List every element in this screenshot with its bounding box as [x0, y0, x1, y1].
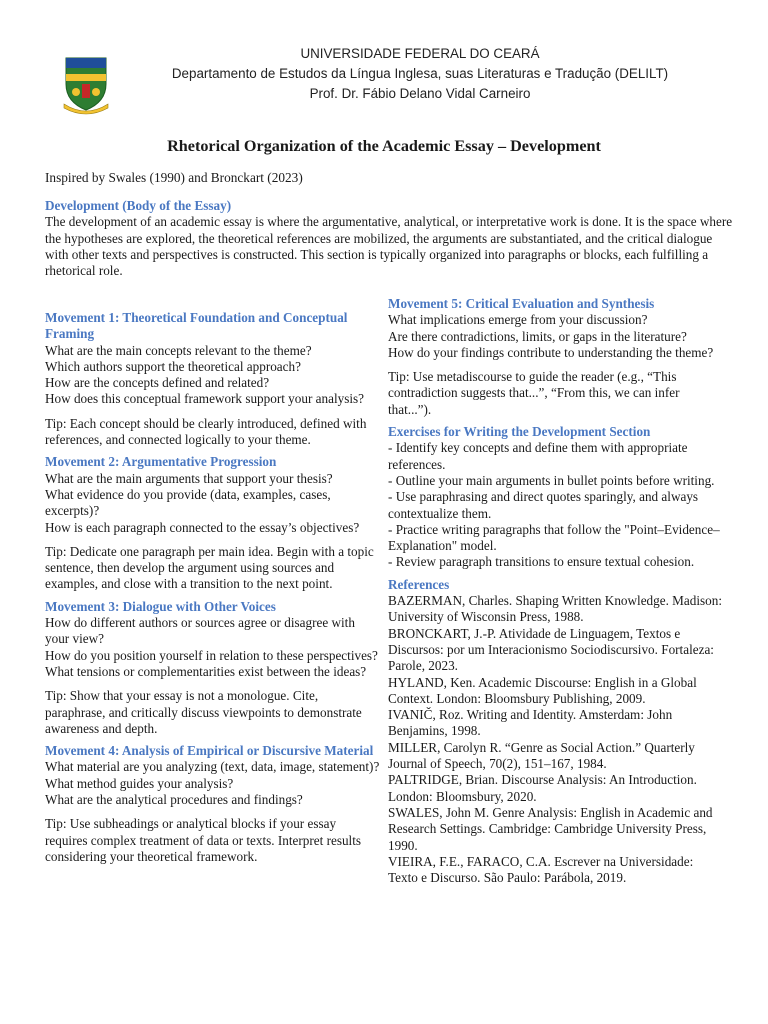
question: How is each paragraph connected to the essay’s objectives? [45, 519, 360, 535]
exercises-section [388, 424, 723, 571]
reference-item: BAZERMAN, Charles. Shaping Written Knowledge. Madison: University of Wisconsin Press, 1988. [388, 593, 723, 625]
professor-name: Prof. Dr. Fábio Delano Vidal Carneiro [309, 86, 531, 101]
movement-1 [45, 310, 381, 448]
question: How are the concepts defined and related? [45, 375, 270, 391]
movement-heading: Movement 3: Dialogue with Other Voices [45, 598, 276, 614]
inspired-by: Inspired by Swales (1990) and Bronckart (2023) [45, 170, 303, 185]
movement-2 [45, 454, 381, 592]
movement-3 [45, 599, 381, 737]
question: What material are you analyzing (text, data, image, statement)? [45, 759, 380, 775]
references-heading: References [388, 576, 450, 592]
question: What method guides your analysis? [45, 775, 234, 791]
university-name: UNIVERSIDADE FEDERAL DO CEARÁ [300, 46, 540, 61]
university-seal-icon [60, 54, 112, 116]
tip: Tip: Show that your essay is not a monologue. Cite, paraphrase, and critically discuss viewpoints to demonstrate awareness and depth. [45, 688, 362, 736]
development-section [45, 198, 735, 279]
question: How does this conceptual framework support your analysis? [45, 391, 364, 407]
question: Are there contradictions, limits, or gaps in the literature? [388, 328, 687, 344]
document-header [0, 44, 768, 114]
question: What are the analytical procedures and findings? [45, 792, 303, 808]
exercises-heading: Exercises for Writing the Development Section [388, 424, 651, 440]
reference-item: VIEIRA, F.E., FARACO, C.A. Escrever na Universidade: Texto e Discurso. São Paulo: Parábola, 2019. [388, 853, 694, 886]
movement-heading: Movement 4: Analysis of Empirical or Discursive Material [45, 743, 374, 759]
tip: Tip: Dedicate one paragraph per main idea. Begin with a topic sentence, then develop the argument using sources and examples, and close with a transition to the next point. [45, 543, 374, 592]
movement-heading: Movement 5: Critical Evaluation and Synthesis [388, 296, 655, 311]
reference-item: PALTRIDGE, Brian. Discourse Analysis: An Introduction. London: Bloomsbury, 2020. [388, 772, 697, 804]
tip: Tip: Use subheadings or analytical blocks if your essay requires complex treatment of data or texts. Interpret results considering your theoretical framework. [45, 816, 362, 864]
movement-5 [388, 296, 723, 418]
exercise-item: - Identify key concepts and define them with appropriate references. [388, 440, 688, 472]
movement-4 [45, 743, 381, 865]
department-name: Departamento de Estudos da Língua Inglesa, suas Literaturas e Tradução (DELILT) [171, 66, 669, 81]
exercise-item: - Review paragraph transitions to ensure textual cohesion. [388, 554, 695, 570]
movement-heading: Movement 2: Argumentative Progression [45, 454, 277, 470]
question: What are the main concepts relevant to the theme? [45, 342, 312, 358]
movement-heading: Movement 1: Theoretical Foundation and Conceptual Framing [45, 310, 348, 342]
question: How do your findings contribute to understanding the theme? [388, 344, 714, 360]
question: How do different authors or sources agree or disagree with your view? [45, 615, 355, 647]
exercise-item: - Practice writing paragraphs that follow the "Point–Evidence–Explanation" model. [388, 521, 720, 554]
tip: Tip: Use metadiscourse to guide the reader (e.g., “This contradiction suggests that...”, “From this, we can infer that...”). [388, 369, 680, 417]
page-title: Rhetorical Organization of the Academic Essay – Development [167, 137, 601, 155]
reference-item: HYLAND, Ken. Academic Discourse: English in a Global Context. London: Bloomsbury Publishing, 2009. [388, 674, 697, 706]
reference-item: BRONCKART, J.-P. Atividade de Linguagem, Textos e Discursos: por um Interacionismo Sociodiscursivo. Fortaleza: Parole, 2023. [388, 625, 714, 674]
question: What tensions or complementarities exist between the ideas? [45, 663, 367, 679]
reference-item: MILLER, Carolyn R. “Genre as Social Action.” Quarterly Journal of Speech, 70(2), 151–167, 1984. [388, 739, 695, 772]
development-body: The development of an academic essay is where the argumentative, analytical, or interpretative work is done. It is the space where the hypotheses are explored, the theoretical references are mobilized, the arguments are substantiated, and the critical dialogue with other texts and perspectives is constructed. This section is typically organized into paragraphs or blocks, each fulfilling a rhetorical role. [45, 214, 733, 279]
reference-item: IVANIČ, Roz. Writing and Identity. Amsterdam: John Benjamins, 1998. [388, 707, 673, 739]
question: How do you position yourself in relation to these perspectives? [45, 647, 378, 663]
exercise-item: - Outline your main arguments in bullet points before writing. [388, 472, 715, 488]
reference-item: SWALES, John M. Genre Analysis: English in Academic and Research Settings. Cambridge: Cambridge University Press, 1990. [388, 804, 713, 853]
question: Which authors support the theoretical approach? [45, 358, 301, 374]
question: What implications emerge from your discussion? [388, 312, 648, 328]
question: What evidence do you provide (data, examples, cases, excerpts)? [45, 486, 331, 519]
exercise-item: - Use paraphrasing and direct quotes sparingly, and always contextualize them. [388, 489, 699, 521]
question: What are the main arguments that support your thesis? [45, 470, 333, 486]
development-heading: Development (Body of the Essay) [45, 198, 232, 213]
references-section [388, 577, 723, 887]
right-column [388, 296, 723, 892]
left-column [45, 310, 381, 871]
tip: Tip: Each concept should be clearly introduced, defined with references, and connected logically to your theme. [45, 415, 367, 448]
